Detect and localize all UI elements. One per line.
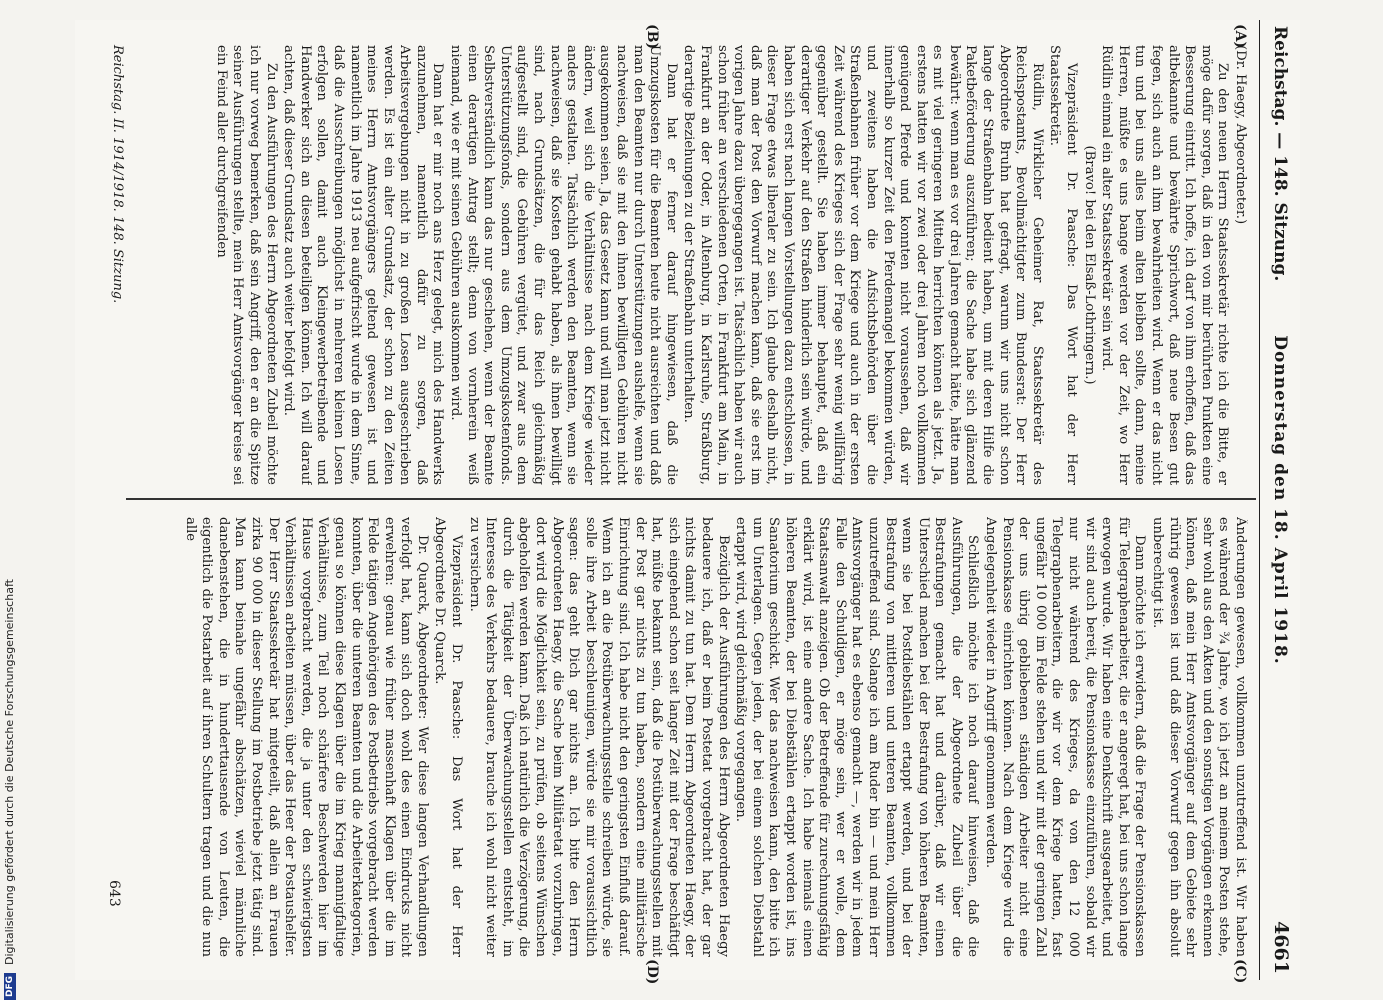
margin-mark-c: (C) xyxy=(1232,959,1248,984)
paragraph: Zu den neuen Herrn Staatssekretär richte ich die Bitte, er möge dafür sorgen, daß in den von mir berührten Punkten eine Besserung eintritt. Ich hoffe, ich darf von ihm erhoffen, daß das altbekannte und bewährte Sprichwort, daß neue Besen gut fegen, sich auch an ihm bewahrheiten wird. Wenn er das nicht tun und bei uns alles beim alten bleiben sollte, dann, meine Herren, müßte es uns bange werden vor der Zeit, wo Herr Rüdlin einmal ein alter Staatssekretär sein wird. xyxy=(1099,45,1231,485)
header-page-number: 4661 xyxy=(1270,921,1292,974)
paragraph: Vizepräsident Dr. Paasche: Das Wort hat der Herr Staatssekretär. xyxy=(1047,45,1080,485)
paragraph: Dr. Quarck, Abgeordneter: Wer diese langen Verhandlungen verfolgt hat, kann sich doch wohl des einen Eindrucks nicht erwehren: genau wie früher massenhaft Klagen über die im Felde tätigen Angehörigen des Postbetriebs vorgebracht werden konnten, über die unteren Beamten und die Arbeiterkategorien, genau so können diese Klagen über die im Krieg mannigfaltige Verhältnisse, zum Teil noch schärfere Beschwerden hier im Hause vorgebracht werden, die ja unter den schwierigsten Verhältnissen arbeiten müssen, über das Heer der Postaushelfer. Der Herr Staatssekretär hat mitgeteilt, daß allein an Frauen zirka 90 000 in dieser Stellung im Postbetriebe jetzt tätig sind. Man kann beinahe ungefähr abschätzen, wieviel männliche danebenstehen, die in hunderttausende von Leuten, die eigentlich die Postarbeit auf ihren Schultern tragen und die nun alle xyxy=(182,517,430,957)
page-header xyxy=(1259,20,1300,980)
paragraph: Rüdlin, Wirklicher Geheimer Rat, Staatssekretär des Reichspostamts, Bevollmächtigter zum Bundesrat: Der Herr Abgeordnete Bruhn hat gefragt, warum wir uns nicht schon lange der Straßenbahn bedient haben, um mit deren Hilfe die Paketbeförderung auszuführen; die Sache habe sich glänzend bewährt: wenn man es vor drei Jahren gemacht hätte, hätte man es mit viel geringeren Mitteln herrichten können als jetzt. Ja, erstens hatten wir vor zwei oder drei Jahren noch vollkommen genügend Pferde und konnten nicht voraussehen, daß wir innerhalb so kurzer Zeit den Pferdemangel bekommen würden, und zweitens haben die Aufsichtsbehörden über die Straßenbahnen früher vor dem Kriege und auch in der ersten Zeit während des Krieges sich der Frage sehr wenig willfährig gegenüber gestellt. Sie haben immer behauptet, daß ein derartiger Verkehr auf den Straßen hinderlich sein würde, und haben sich erst nach langen Vorstellungen dazu entschlossen, in dieser Frage etwas liberaler zu sein. Ich glaube deshalb nicht, daß man der Post den Vorwurf machen kann, daß sie erst im vorigen Jahre dazu übergegangen ist. Tatsächlich haben wir auch schon früher an verschiedenen Orten, in Frankfurt am Main, in Frankfurt an der Oder, in Altenburg, in Karlsruhe, Straßburg, derartige Beziehungen zu der Straßenbahn unterhalten. xyxy=(681,45,1045,485)
paragraph: (Bravo! bei den Elsaß-Lothringern.) xyxy=(1081,145,1097,385)
paragraph: Bezüglich der Ausführungen des Herrn Abgeordneten Haegy bedauere ich, daß er beim Postetat vorgebracht hat, der gar nichts damit zu tun hat. Dem Herrn Abgeordneten Haegy, der sich eingehend schon seit langer Zeit mit der Frage beschäftigt hat, müßte bekannt sein, daß die Postüberwachungsstellen mit der Post gar nichts zu tun haben, sondern eine militärische Einrichtung sind. Ich habe nicht den geringsten Einfluß darauf. Wenn ich an die Postüberwachungsstelle schreiben würde, sie solle ihre Arbeit beschleunigen, würde sie mir voraussichtlich sagen: das geht Dich gar nichts an. Ich bitte den Herrn Abgeordneten Haegy, die Sache beim Militäretat vorzubringen, dort wird die Möglichkeit sein, zu prüfen, ob seitens Wünschen abgeholfen werden kann. Daß ich natürlich die Verzögerung, die durch die Tätigkeit der Überwachungsstellen entsteht, im Interesse des Verkehrs bedauere, brauche ich wohl nicht weiter zu versichern. xyxy=(466,517,731,957)
right-text-column xyxy=(138,517,1248,957)
page-footer: Reichstag. II. 1914/1918. 148. Sitzung. xyxy=(110,45,125,304)
margin-mark-a: (A) xyxy=(1232,24,1248,49)
paragraph: Zu den Ausführungen des Herrn Abgeordneten Zubeil möchte ich nur vorweg bemerken, daß sein Angriff, den er an die Spitze seiner Ausführungen stellte, mein Herr Amtsvorgänger kreise sei ein Feind aller durchgreifenden xyxy=(213,45,279,485)
paragraph: Änderungen gewesen, vollkommen unzutreffend ist. Wir haben es während der ¾ Jahre, wo ich jetzt an meinem Posten stehe, sehr wohl aus den Akten und den sonstigen Vorgängen erkennen können, daß mein Herr Amtsvorgänger auf dem Gebiete sehr rührig gewesen ist und daß dieser Vorwurf gegen ihn absolut unberechtigt ist. xyxy=(1150,517,1248,957)
column-divider xyxy=(126,498,1256,500)
paragraph: Dann hat er mir noch ans Herz gelegt, mich des Handwerks anzunehmen, namentlich dafür zu sorgen, daß Arbeitsvergebungen nicht in zu großen Losen ausgeschrieben werden. Es ist ein alter Grundsatz, der schon zu den Zeiten meines Herrn Amtsvorgängers geltend gewesen ist und namentlich im Jahre 1913 neu aufgefrischt wurde in dem Sinne, daß die Ausschreibungen möglichst in mehreren kleinen Losen erfolgen sollen, damit auch Kleingewerbetreibende und Handwerker sich an diesen beteiligen können. Ich will darauf achten, daß dieser Grundsatz auch weiter befolgt wird. xyxy=(281,45,446,485)
header-date: Donnerstag den 18. April 1918. xyxy=(1270,335,1290,665)
header-left: Reichstag. — 148. Sitzung. xyxy=(1270,26,1290,282)
left-text-column xyxy=(138,45,1248,485)
paragraph: Dann möchte ich erwidern, daß die Frage der Pensionskassen für Telegraphenarbeiter, die er angeregt hat, bei uns schon lange erwogen wurde. Wir haben eine Denkschrift ausgearbeitet, und wir sind auch bereit, die Pensionskasse einzuführen, sobald wir nur nicht während des Krieges, da von den 12 000 Telegraphenarbeitern, die wir vor dem Kriege hatten, fast ungefähr 10 000 im Felde stehen und wir mit der geringen Zahl der uns übrig gebliebenen ständigen Arbeiter nicht eine Pensionskasse einrichten können. Nach dem Kriege wird die Angelegenheit wieder in Angriff genommen werden. xyxy=(983,517,1148,957)
paragraph: Dann hat er ferner darauf hingewiesen, daß die Umzugskosten für die Beamten heute nicht ausreichten und daß man den Beamten nur durch Unterstützungen aushelfe, wenn sie nachweisen, daß sie mit den ihnen bewilligten Gebühren nicht ausgekommen seien. Ja, das Gesetz kann und will man jetzt nicht ändern, weil sich die Verhältnisse nach dem Kriege wieder anders gestalten. Tatsächlich werden den Beamten, wenn sie nachweisen, daß sie Kosten gehabt haben, als ihnen bewilligt sind, nach Grundsätzen, die für das Reich gleichmäßig aufgestellt sind, die Gebühren vergütet, und zwar aus dem Unterstützungsfonds, sondern aus dem Umzugskostenfonds. Selbstverständlich kann das nur geschehen, wenn der Beamte einen derartigen Antrag stellt; denn von vornherein weiß niemand, wie er mit seinen Gebühren auskommen wird. xyxy=(448,45,679,485)
paragraph: (Dr. Haegy, Abgeordneter.) xyxy=(1233,45,1248,225)
margin-mark-d: (D) xyxy=(644,959,660,985)
paragraph: Vizepräsident Dr. Paasche: Das Wort hat der Herr Abgeordnete Dr. Quarck. xyxy=(432,517,465,957)
digitization-credit xyxy=(3,579,16,1000)
scanned-page xyxy=(75,20,1300,985)
sheet-number: 643 xyxy=(106,880,122,907)
digitization-credit-text: Digitalisierung gefördert durch die Deutsche Forschungsgemeinschaft xyxy=(3,579,16,965)
margin-mark-b: (B) xyxy=(644,24,660,50)
paragraph: Schließlich möchte ich noch darauf hinweisen, daß die Ausführungen, die der Abgeordnete Zubeil über die Bestrafungen gemacht hat und darüber, daß wir einen Unterschied machen bei der Bestrafung von höheren Beamten, wenn sie bei Postdiebstählen ertappt werden, und bei der Bestrafung von mittleren und unteren Beamten, vollkommen unzutreffend sind. Solange ich am Ruder bin — und mein Herr Amtsvorgänger hat es ebenso gemacht —, werden wir in jedem Falle den Schuldigen, er möge sein, wer er wolle, dem Staatsanwalt anzeigen. Ob der Betreffende für zurechnungsfähig erklärt wird, ist eine andere Sache. Ich habe niemals einen höheren Beamten, der bei Diebstählen ertappt worden ist, ins Sanatorium geschickt. Wer das nachweisen kann, den bitte ich um Unterlagen. Gegen jeden, der bei einem solchen Diebstahl ertappt wird, wird gleichmäßig vorgegangen. xyxy=(733,517,981,957)
dfg-logo: DFG xyxy=(4,973,16,1000)
